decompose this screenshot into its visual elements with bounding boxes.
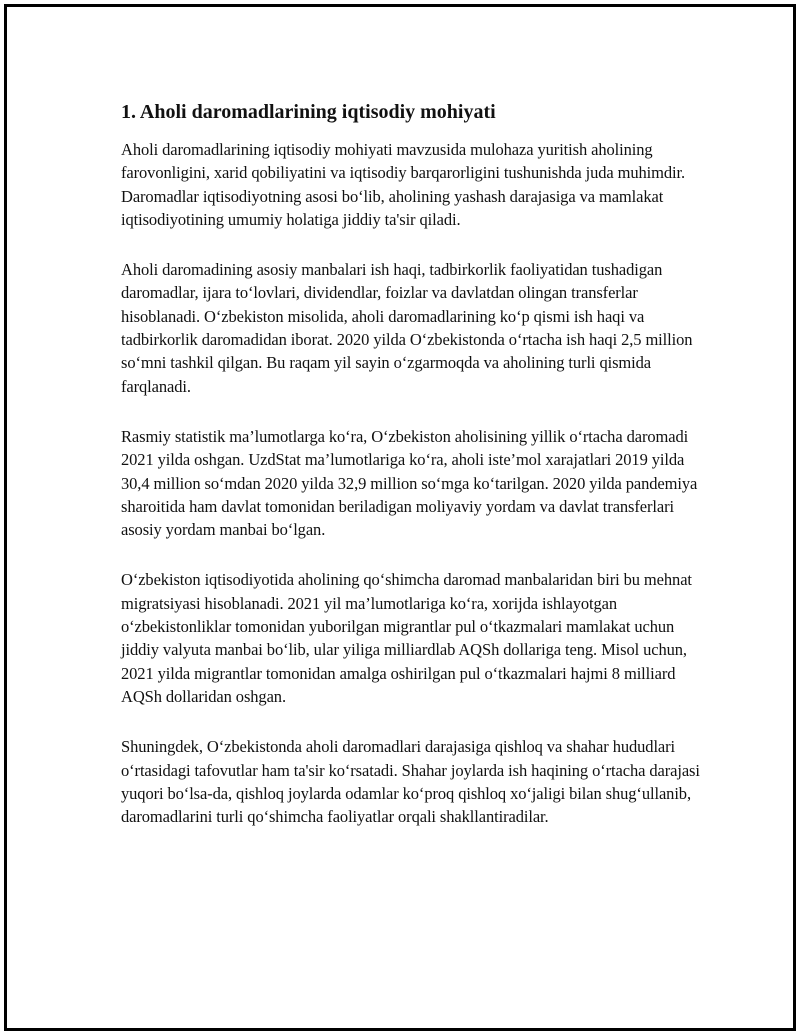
section-heading: 1. Aholi daromadlarining iqtisodiy mohiyati	[121, 101, 496, 123]
paragraph-1: Aholi daromadlarining iqtisodiy mohiyati mavzusida mulohaza yuritish aholining farovonligini, xarid qobiliyatini va iqtisodiy barqarorligini tushunishda juda muhimdir. Daromadlar iqtisodiyotning asosi bo‘lib, aholining yashash darajasiga va mamlakat iqtisodiyotining umumiy holatiga jiddiy ta'sir qiladi.	[121, 140, 686, 229]
paragraph-3: Rasmiy statistik ma’lumotlarga ko‘ra, O‘zbekiston aholisining yillik o‘rtacha daromadi 2021 yilda oshgan. UzdStat ma’lumotlariga ko‘ra, aholi iste’mol xarajatlari 2019 yilda 30,4 million so‘mdan 2020 yilda 32,9 million so‘mga ko‘tarilgan. 2020 yilda pandemiya sharoitida ham davlat tomonidan beriladigan moliyaviy yordam va davlat transferlari asosiy yordam manbai bo‘lgan.	[121, 426, 698, 540]
paragraph-2: Aholi daromadining asosiy manbalari ish haqi, tadbirkorlik faoliyatidan tushadigan daromadlar, ijara to‘lovlari, dividendlar, foizlar va davlatdan olingan transferlar hisoblanadi. O‘zbekiston misolida, aholi daromadlarining ko‘p qismi ish haqi va tadbirkorlik daromadidan iborat. 2020 yilda O‘zbekistonda o‘rtacha ish haqi 2,5 million so‘mni tashkil qilgan. Bu raqam yil sayin o‘zgarmoqda va aholining turli qismida farqlanadi.	[121, 260, 693, 396]
paragraph-5: Shuningdek, O‘zbekistonda aholi daromadlari darajasiga qishloq va shahar hududlari o‘rtasidagi tafovutlar ham ta'sir ko‘rsatadi. Shahar joylarda ish haqining o‘rtacha darajasi yuqori bo‘lsa-da, qishloq joylarda odamlar ko‘proq qishloq xo‘jaligi bilan shug‘ullanib, daromadlarini turli qo‘shimcha faoliyatlar orqali shakllantiradilar.	[121, 737, 700, 827]
paragraph-4: O‘zbekiston iqtisodiyotida aholining qo‘shimcha daromad manbalaridan biri bu mehnat migratsiyasi hisoblanadi. 2021 yil ma’lumotlariga ko‘ra, xorijda ishlayotgan o‘zbekistonliklar tomonidan yuborilgan migrantlar pul o‘tkazmalari mamlakat uchun jiddiy valyuta manbai bo‘lib, ular yiliga milliardlab AQSh dollariga teng. Misol uchun, 2021 yilda migrantlar tomonidan amalga oshirilgan pul o‘tkazmalari hajmi 8 milliard AQSh dollaridan oshgan.	[121, 570, 692, 706]
document-body	[121, 99, 701, 855]
page-frame	[4, 4, 796, 1031]
